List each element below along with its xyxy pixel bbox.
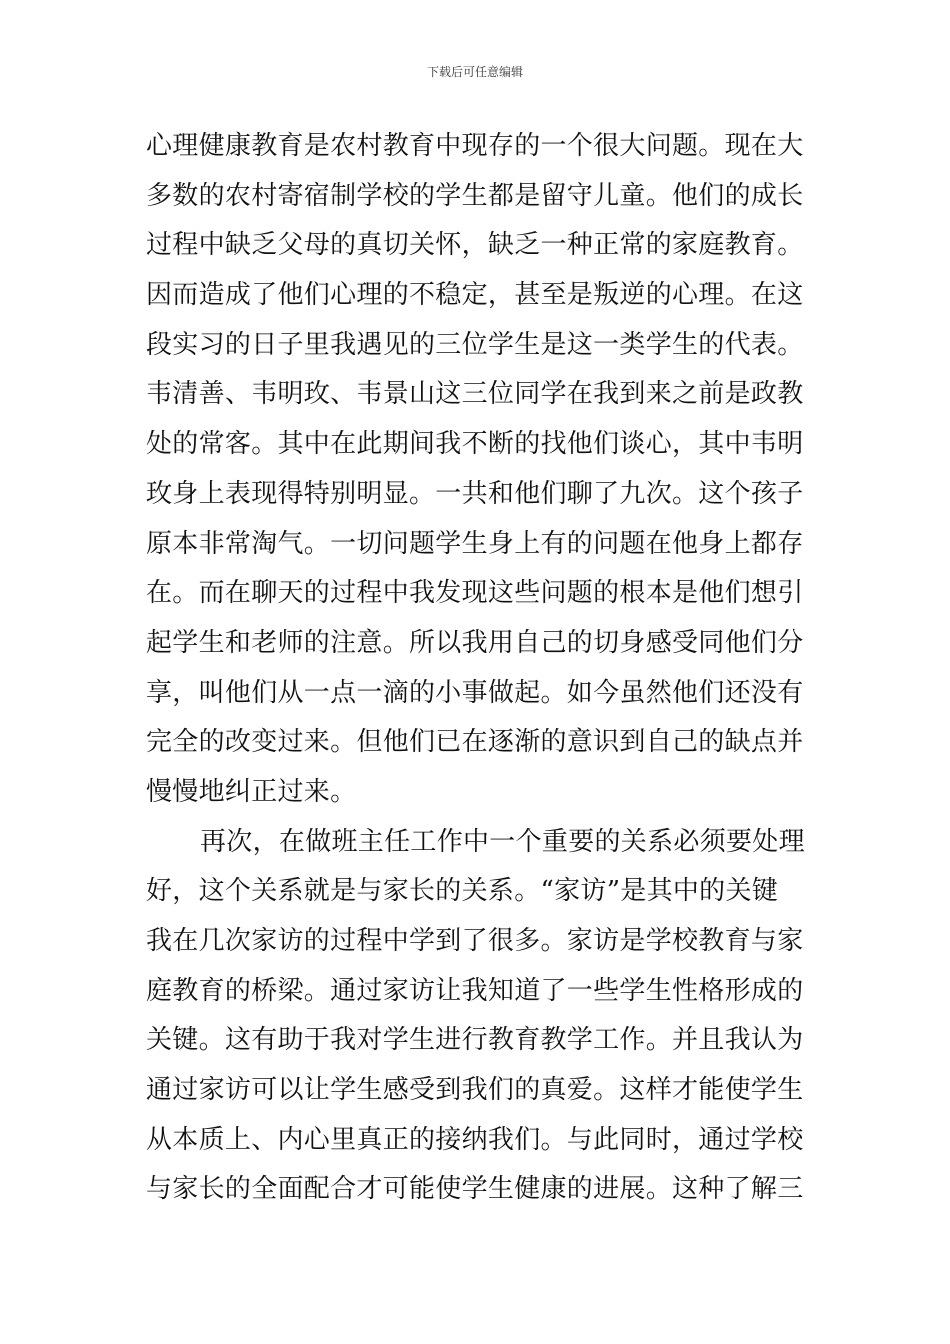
text-line: 段实习的日子里我遇见的三位学生是这一类学生的代表。 bbox=[146, 329, 804, 360]
text-line: 通过家访可以让学生感受到我们的真爱。这样才能使学生 bbox=[146, 1075, 804, 1106]
text-line: 在。而在聊天的过程中我发现这些问题的根本是他们想引 bbox=[146, 578, 804, 609]
text-line: 庭教育的桥梁。通过家访让我知道了一些学生性格形成的 bbox=[146, 975, 804, 1006]
text-line: 处的常客。其中在此期间我不断的找他们谈心，其中韦明 bbox=[146, 429, 804, 460]
text-line-indented: 再次，在做班主任工作中一个重要的关系必须要处理 bbox=[200, 826, 805, 857]
text-line: 韦清善、韦明玫、韦景山这三位同学在我到来之前是政教 bbox=[146, 379, 804, 410]
paragraph-mental-health bbox=[146, 122, 810, 818]
text-line: 过程中缺乏父母的真切关怀，缺乏一种正常的家庭教育。 bbox=[146, 230, 804, 261]
text-line: 我在几次家访的过程中学到了很多。家访是学校教育与家 bbox=[146, 926, 804, 956]
text-line: 享，叫他们从一点一滴的小事做起。如今虽然他们还没有 bbox=[146, 677, 804, 708]
text-line: 起学生和老师的注意。所以我用自己的切身感受同他们分 bbox=[146, 627, 804, 658]
text-line: 好，这个关系就是与家长的关系。“家访”是其中的关键 bbox=[146, 876, 779, 907]
text-line: 从本质上、内心里真正的接纳我们。与此同时，通过学校 bbox=[146, 1124, 804, 1155]
text-line: 心理健康教育是农村教育中现存的一个很大问题。现在大 bbox=[146, 131, 804, 161]
document-body bbox=[146, 122, 810, 1215]
text-line: 原本非常淘气。一切问题学生身上有的问题在他身上都存 bbox=[146, 528, 804, 559]
text-line: 完全的改变过来。但他们已在逐渐的意识到自己的缺点并 bbox=[146, 727, 804, 758]
page-header: 下载后可任意编辑 bbox=[426, 65, 523, 79]
text-line: 慢慢地纠正过来。 bbox=[146, 776, 357, 807]
paragraph-home-visits bbox=[146, 818, 810, 1216]
text-line: 因而造成了他们心理的不稳定，甚至是叛逆的心理。在这 bbox=[146, 280, 804, 311]
text-line: 多数的农村寄宿制学校的学生都是留守儿童。他们的成长 bbox=[146, 180, 804, 211]
text-line: 关键。这有助于我对学生进行教育教学工作。并且我认为 bbox=[146, 1025, 804, 1056]
text-line: 与家长的全面配合才可能使学生健康的进展。这种了解三 bbox=[146, 1174, 804, 1205]
text-line: 玫身上表现得特别明显。一共和他们聊了九次。这个孩子 bbox=[146, 478, 804, 509]
